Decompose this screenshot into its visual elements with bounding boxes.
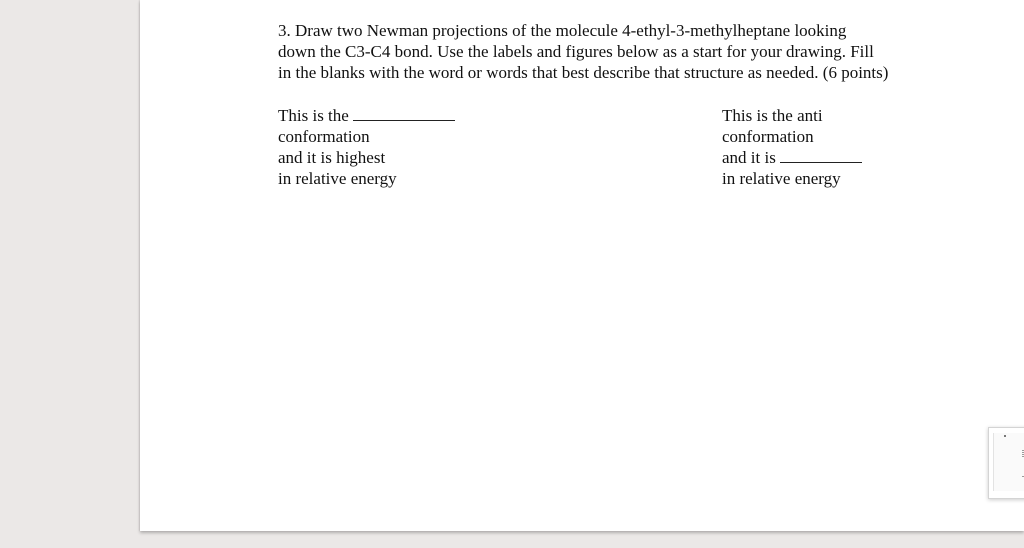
right-label-line-2: conformation bbox=[722, 127, 814, 146]
page-thumbnail[interactable] bbox=[988, 427, 1024, 499]
left-label-line-4: in relative energy bbox=[278, 169, 397, 188]
right-fill-blank bbox=[780, 148, 862, 163]
left-fill-blank bbox=[353, 106, 455, 121]
right-conformation-label bbox=[722, 105, 862, 189]
left-conformation-label bbox=[278, 105, 455, 189]
document-page bbox=[140, 0, 1024, 531]
thumbnail-dot bbox=[1004, 435, 1006, 437]
left-label-line-3: and it is highest bbox=[278, 148, 386, 167]
right-label-line-3-text: and it is bbox=[722, 148, 776, 167]
right-label-line-1: This is the anti bbox=[722, 106, 823, 125]
question-line-1: 3. Draw two Newman projections of the molecule 4-ethyl-3-methylheptane looking bbox=[278, 21, 847, 40]
right-label-line-4: in relative energy bbox=[722, 169, 841, 188]
page-thumbnail-preview bbox=[993, 433, 1024, 491]
question-text bbox=[278, 20, 958, 83]
question-line-3: in the blanks with the word or words that best describe that structure as needed. (6 points) bbox=[278, 63, 889, 82]
left-label-line-1 bbox=[278, 105, 455, 126]
left-label-line-1-text: This is the bbox=[278, 106, 349, 125]
right-label-line-3 bbox=[722, 147, 862, 168]
left-label-line-2: conformation bbox=[278, 127, 370, 146]
question-line-2: down the C3-C4 bond. Use the labels and figures below as a start for your drawing. Fill bbox=[278, 42, 874, 61]
